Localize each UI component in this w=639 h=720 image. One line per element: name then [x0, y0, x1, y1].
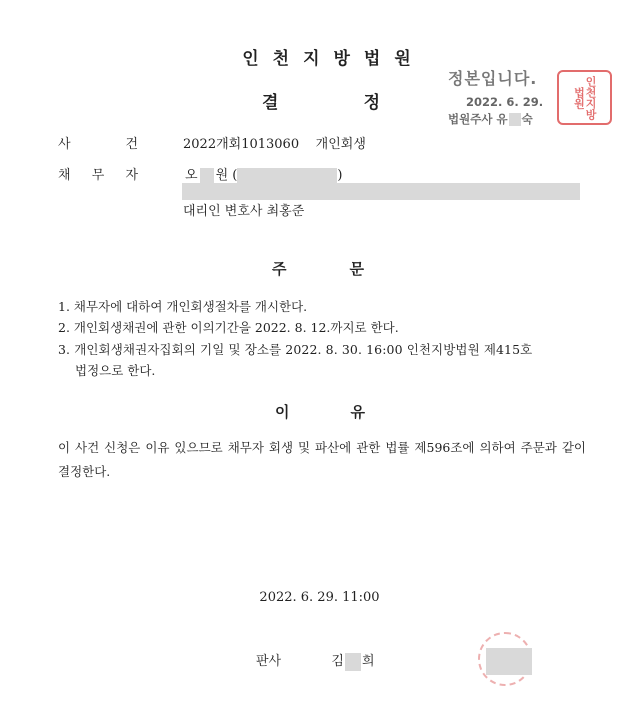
redacted-address-bar	[182, 183, 580, 200]
redaction-mask	[345, 653, 361, 671]
clerk-name-prefix: 법원주사 유	[448, 112, 508, 126]
clerk-name-suffix: 숙	[521, 112, 533, 126]
document-type	[262, 88, 380, 113]
agent-name: 대리인 변호사 최홍준	[183, 204, 305, 219]
order-item: 2. 개인회생채권에 관한 이의기간을 2022. 8. 12.까지로 한다.	[58, 320, 399, 335]
debtor-name-line	[185, 164, 342, 183]
judge-line	[256, 650, 375, 671]
redaction-mask	[200, 168, 214, 183]
order-title-char-2: 문	[349, 260, 364, 278]
court-seal-stamp	[557, 70, 612, 125]
certified-copy-title: 정본입니다.	[448, 69, 538, 88]
debtor-name-middle: 원 (	[215, 168, 238, 183]
redaction-mask	[509, 113, 521, 126]
order-item: 3. 개인회생채권자집회의 기일 및 장소를 2022. 8. 30. 16:00 인천지방법원 제415호	[58, 342, 533, 357]
order-title-char-1: 주	[272, 260, 287, 278]
judge-label: 판사	[256, 654, 282, 669]
certified-copy-date: 2022. 6. 29.	[466, 95, 544, 109]
court-seal-text: 인천지방법원	[572, 75, 598, 120]
case-label-char-1: 사	[58, 137, 71, 152]
case-type: 개인회생	[315, 137, 366, 152]
doc-type-char-2: 정	[363, 93, 380, 113]
redaction-mask	[237, 168, 337, 183]
clerk-name	[448, 111, 533, 127]
court-name: 인천지방법원	[242, 49, 425, 69]
case-label	[58, 133, 138, 152]
reason-title	[275, 401, 365, 422]
case-number: 2022개회1013060	[183, 137, 300, 152]
debtor-label-char-2: 무	[91, 168, 105, 183]
debtor-label-char-3: 자	[125, 168, 138, 183]
case-number-line	[183, 133, 366, 152]
judge-name-prefix: 김	[331, 654, 344, 669]
order-item: 1. 채무자에 대하여 개인회생절차를 개시한다.	[58, 299, 308, 314]
reason-title-char-1: 이	[275, 403, 290, 421]
case-label-char-2: 건	[125, 137, 138, 152]
judge-name-suffix: 희	[361, 654, 375, 669]
reason-title-char-2: 유	[350, 403, 365, 421]
doc-type-char-1: 결	[262, 93, 279, 113]
order-title	[272, 258, 364, 279]
debtor-label	[58, 164, 138, 183]
redaction-mask	[486, 648, 532, 675]
reason-text: 이 사건 신청은 이유 있으므로 채무자 회생 및 파산에 관한 법률 제596조에 의하여 주문과 같이 결정한다.	[58, 440, 586, 479]
debtor-name-suffix: )	[337, 168, 343, 183]
debtor-label-char-1: 채	[58, 168, 71, 183]
decision-datetime: 2022. 6. 29. 11:00	[259, 590, 380, 605]
order-item-continuation: 법정으로 한다.	[75, 363, 156, 378]
debtor-name-prefix: 오	[185, 168, 198, 183]
